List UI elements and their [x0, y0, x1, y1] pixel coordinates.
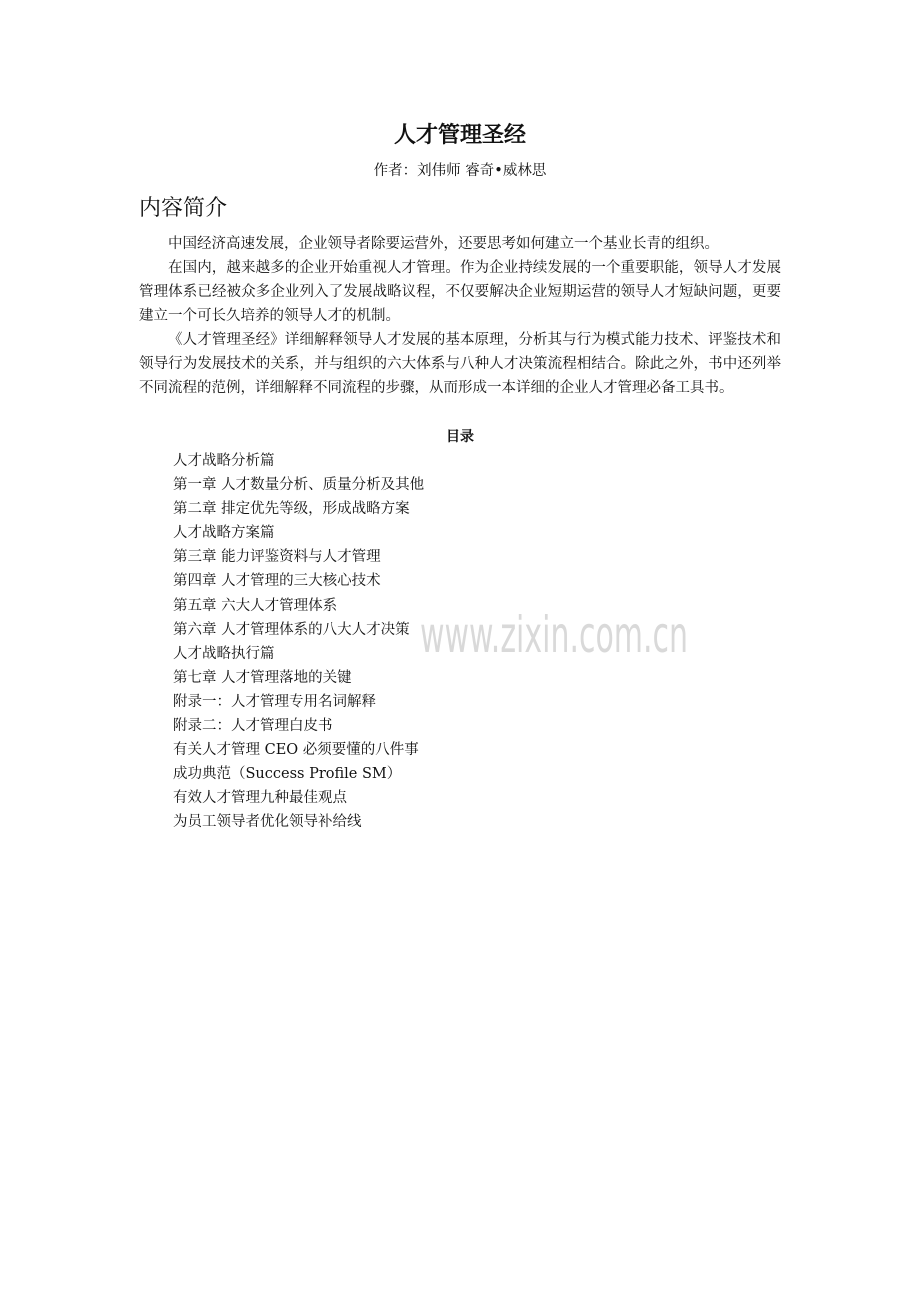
toc-item: 第四章 人才管理的三大核心技术 [173, 573, 381, 590]
toc-item: 人才战略分析篇 [173, 453, 275, 469]
toc-item: 第五章 六大人才管理体系 [173, 597, 338, 614]
toc-item: 第七章 人才管理落地的关键 [173, 669, 352, 686]
toc-item: 有关人才管理 CEO 必须要懂的八件事 [173, 742, 419, 759]
toc-item: 第三章 能力评鉴资料与人才管理 [173, 549, 381, 566]
toc-item: 第六章 人才管理体系的八大人才决策 [173, 621, 410, 638]
watermark [420, 598, 692, 668]
toc-heading: 目录 [446, 429, 474, 445]
toc-item: 有效人才管理九种最佳观点 [173, 790, 347, 807]
toc-item: 成功典范（Success Profile SM） [173, 766, 402, 783]
toc-item: 附录一：人才管理专用名词解释 [173, 693, 376, 710]
intro-paragraph: 《人才管理圣经》详细解释领导人才发展的基本原理，分析其与行为模式能力技术、评鉴技术和领导行为发展技术的关系，并与组织的六大体系与八种人才决策流程相结合。除此之外，书中还列举不同流程的范例，详细解释不同流程的步骤，从而形成一本详细的企业人才管理必备工具书。 [139, 332, 781, 396]
table-of-contents [173, 449, 424, 835]
intro-paragraph: 中国经济高速发展，企业领导者除要运营外，还要思考如何建立一个基业长青的组织。 [168, 236, 719, 252]
document-title: 人才管理圣经 [393, 123, 526, 148]
toc-item: 人才战略执行篇 [173, 645, 275, 662]
intro-paragraph: 在国内，越来越多的企业开始重视人才管理。作为企业持续发展的一个重要职能，领导人才发展管理体系已经被众多企业列入了发展战略议程，不仅要解决企业短期运营的领导人才短缺问题，更要建立一个可长久培养的领导人才的机制。 [139, 260, 781, 324]
intro-body [139, 232, 781, 400]
toc-item: 第二章 排定优先等级，形成战略方案 [173, 501, 410, 518]
toc-item: 第一章 人才数量分析、质量分析及其他 [173, 477, 425, 494]
intro-heading: 内容简介 [139, 196, 228, 221]
watermark-text: www.zixin.com.cn [420, 606, 688, 664]
toc-item: 为员工领导者优化领导补给线 [173, 814, 362, 831]
toc-item: 人才战略方案篇 [173, 525, 275, 542]
author-line: 作者：刘伟师 睿奇•威林思 [373, 163, 547, 179]
toc-item: 附录二：人才管理白皮书 [173, 718, 333, 735]
